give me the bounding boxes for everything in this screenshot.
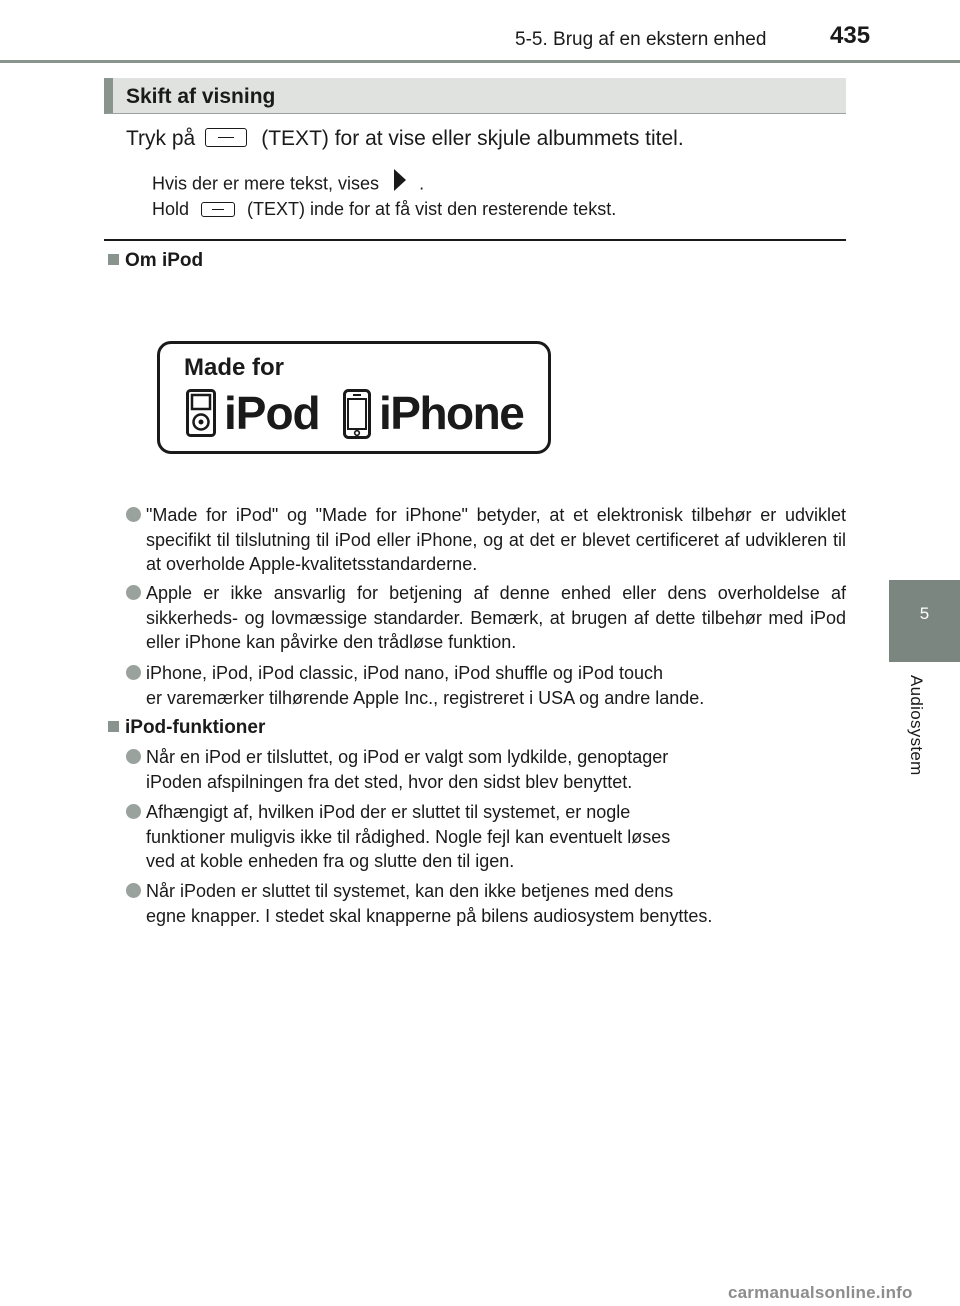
chapter-label: Audiosystem bbox=[907, 675, 926, 776]
more-text-arrow-icon bbox=[393, 169, 407, 196]
bullet-text: "Made for iPod" og "Made for iPhone" betyder, at et elektronisk tilbehør er udviklet specifikt til tilslutning til iPod eller iPhone, og at det er blevet certificeret af udvikleren til at overholde Apple-kvalitetsstandarderne. bbox=[146, 505, 846, 574]
list-item bbox=[126, 581, 846, 655]
round-bullet-icon bbox=[126, 585, 141, 600]
logo-made-for: Made for bbox=[184, 354, 285, 381]
instruction-line bbox=[126, 127, 684, 151]
note-hold bbox=[152, 199, 616, 220]
iphone-device-icon bbox=[343, 389, 371, 444]
round-bullet-icon bbox=[126, 804, 141, 819]
bullet-text-line: Når iPoden er sluttet til systemet, kan den ikke betjenes med dens bbox=[146, 881, 674, 901]
bullet-text-line: iPoden afspilningen fra det sted, hvor den sidst blev benyttet. bbox=[146, 771, 633, 792]
section-divider bbox=[104, 239, 846, 241]
list-item bbox=[126, 745, 846, 794]
list-item bbox=[126, 800, 846, 874]
header-rule bbox=[0, 60, 960, 63]
chapter-tab-number: 5 bbox=[919, 604, 930, 623]
list-item bbox=[126, 879, 846, 928]
bullet-text-line: Når en iPod er tilsluttet, og iPod er valgt som lydkilde, genoptager bbox=[146, 747, 669, 767]
text-button-icon bbox=[205, 128, 247, 147]
list-item bbox=[126, 661, 846, 710]
note-more-text-suffix: . bbox=[419, 173, 425, 194]
note-more-text bbox=[152, 171, 424, 198]
header-section-title: 5-5. Brug af en ekstern enhed bbox=[515, 29, 767, 50]
bullet-text: Apple er ikke ansvarlig for betjening af denne enhed eller dens overholdelse af sikkerheds- og lovmæssige standarder. Bemærk, at brugen af dette tilbehør med iPod eller iPhone kan påvirke den trådløse funktion. bbox=[146, 583, 846, 652]
note-hold-prefix: Hold bbox=[152, 199, 190, 219]
text-button-icon bbox=[201, 202, 235, 217]
section-title-bar bbox=[104, 78, 846, 114]
made-for-ipod-iphone-logo bbox=[157, 341, 551, 454]
logo-iphone: iPhone bbox=[379, 387, 524, 439]
chapter-tab bbox=[889, 580, 960, 662]
subheading-ipod-functions bbox=[108, 717, 265, 739]
list-item bbox=[126, 503, 846, 577]
round-bullet-icon bbox=[126, 507, 141, 522]
section-title: Skift af visning bbox=[126, 85, 276, 108]
subheading-ipod-functions-text: iPod-funktioner bbox=[125, 717, 266, 738]
watermark-text: carmanualsonline.info bbox=[728, 1283, 913, 1302]
square-bullet-icon bbox=[108, 254, 119, 265]
round-bullet-icon bbox=[126, 749, 141, 764]
square-bullet-icon bbox=[108, 721, 119, 732]
subheading-about-ipod-text: Om iPod bbox=[125, 250, 204, 271]
page-number: 435 bbox=[830, 22, 871, 49]
bullet-text-line: ved at koble enheden fra og slutte den til igen. bbox=[146, 851, 515, 871]
note-more-text-prefix: Hvis der er mere tekst, vises bbox=[152, 173, 380, 194]
round-bullet-icon bbox=[126, 665, 141, 680]
bullet-text-line: funktioner muligvis ikke til rådighed. Nogle fejl kan eventuelt løses bbox=[146, 826, 671, 847]
bullet-text-line: Afhængigt af, hvilken iPod der er sluttet til systemet, er nogle bbox=[146, 802, 631, 822]
instruction-suffix: (TEXT) for at vise eller skjule albummets titel. bbox=[261, 127, 684, 150]
ipod-device-icon bbox=[186, 389, 216, 442]
round-bullet-icon bbox=[126, 883, 141, 898]
bullet-text-line: er varemærker tilhørende Apple Inc., registreret i USA og andre lande. bbox=[146, 687, 705, 708]
bullet-text-line: egne knapper. I stedet skal knapperne på bilens audiosystem benyttes. bbox=[146, 905, 713, 926]
logo-ipod: iPod bbox=[224, 387, 320, 439]
instruction-prefix: Tryk på bbox=[126, 127, 196, 150]
bullet-text-line: iPhone, iPod, iPod classic, iPod nano, iPod shuffle og iPod touch bbox=[146, 663, 664, 683]
note-hold-suffix: (TEXT) inde for at få vist den resterende tekst. bbox=[247, 199, 617, 219]
subheading-about-ipod bbox=[108, 250, 203, 272]
